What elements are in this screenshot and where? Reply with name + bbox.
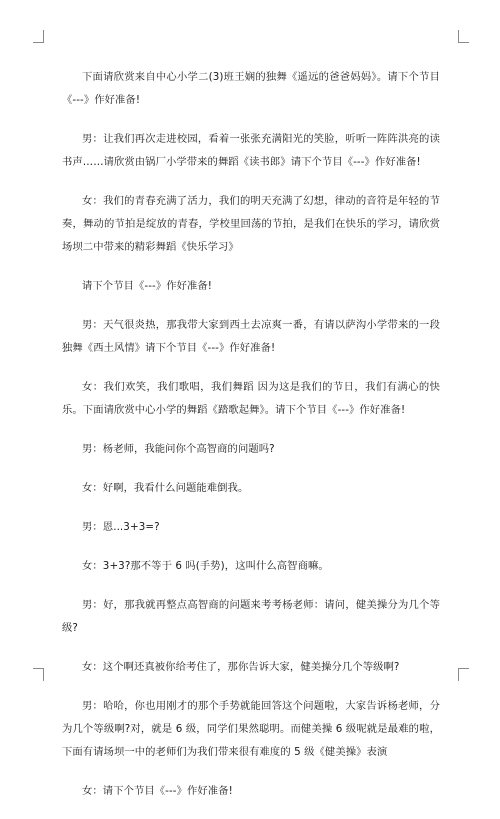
paragraph: 女：这个啊还真被你给考住了，那你告诉大家，健美操分几个等级啊? (82, 661, 400, 673)
paragraph: 男：好，那我就再整点高智商的问题来考考杨老师：请问，健美操分为几个等级? (62, 599, 440, 634)
paragraph: 男：让我们再次走进校园，看着一张张充满阳光的笑脸，听听一阵阵洪亮的读书声……请欣赏由锅厂小学带来的舞蹈《读书郎》请下个节目《---》作好准备! (62, 133, 440, 168)
crop-mark-top-left (33, 30, 44, 43)
crop-mark-top-right (458, 30, 469, 43)
paragraph: 男：天气很炎热，那我带大家到西土去凉爽一番，有请以萨沟小学带来的一段独舞《西土风情》请下个节目《---》作好准备! (62, 319, 440, 354)
document-body (62, 66, 440, 819)
crop-mark-bottom-left (33, 668, 44, 681)
paragraph: 女：3+3?那不等于 6 吗(手势)，这叫什么高智商嘛。 (82, 560, 329, 572)
paragraph: 男：恩...3+3=? (82, 521, 160, 533)
paragraph: 下面请欣赏来自中心小学二(3)班王娴的独舞《遥远的爸爸妈妈》。请下个节目《---》作好准备! (62, 71, 440, 106)
paragraph: 请下个节目《---》作好准备! (82, 280, 213, 292)
crop-mark-bottom-right (458, 668, 469, 681)
paragraph: 女：我们欢笑，我们歌唱，我们舞蹈 因为这是我们的节日，我们有满心的快乐。下面请欣赏中心小学的舞蹈《踏歌起舞》。请下个节目《---》作好准备! (62, 381, 440, 416)
paragraph: 女：请下个节目《---》作好准备! (82, 785, 233, 797)
paragraph: 男：杨老师，我能问你个高智商的问题吗? (82, 443, 275, 455)
paragraph: 男：哈哈，你也用刚才的那个手势就能回答这个问题啦，大家告诉杨老师，分为几个等级啊?对，就是 6 级，同学们果然聪明。而健美操 6 级呢就是最难的啦，下面有请场坝一中的老师们为我们带来很有难度的 5 级《健美操》表演 (62, 700, 440, 758)
paragraph: 女：我们的青春充满了活力，我们的明天充满了幻想，律动的音符是年轻的节奏，舞动的节拍是绽放的青春，学校里回荡的节拍，是我们在快乐的学习，请欣赏场坝二中带来的精彩舞蹈《快乐学习》 (62, 195, 440, 253)
paragraph: 女：好啊，我看什么问题能难倒我。 (82, 482, 249, 494)
